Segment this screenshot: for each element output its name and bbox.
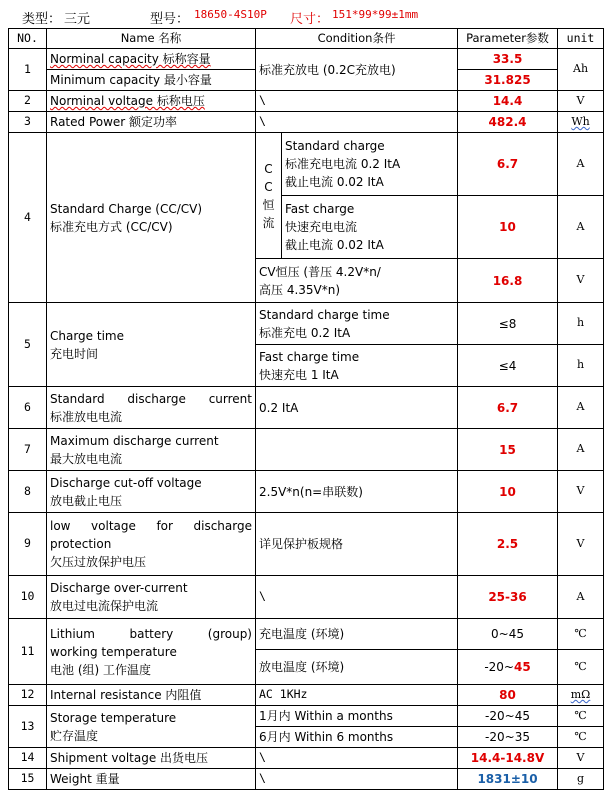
- row-name-text: Norminal voltage 标称电压: [50, 94, 205, 108]
- row-name-en: working temperature: [50, 644, 177, 659]
- row-name-en: Storage temperature: [50, 710, 177, 725]
- row-condition: 0.2 ItA: [256, 387, 458, 429]
- row-number: 15: [9, 769, 47, 790]
- row-name-cn: 贮存温度: [50, 728, 99, 743]
- row-value: 14.4: [458, 91, 558, 112]
- row-value: 482.4: [458, 112, 558, 133]
- table-row: [9, 133, 604, 196]
- row-value: 15: [458, 429, 558, 471]
- col-header-parameter: Parameter参数: [458, 29, 558, 49]
- condition-cn: CV恒压 (普压 4.2V*n/: [259, 264, 381, 279]
- row-name-en: Discharge over-current: [50, 581, 188, 595]
- table-row: [9, 91, 604, 112]
- row-name: [47, 303, 256, 387]
- row-number: 2: [9, 91, 47, 112]
- row-value: 6.7: [458, 133, 558, 196]
- row-name-cn: 欠压过放保护电压: [50, 555, 147, 569]
- row-name-cn: 放电过电流保护电流: [50, 599, 159, 613]
- row-name-en: Maximum discharge current: [50, 433, 219, 448]
- row-unit: V: [558, 91, 604, 112]
- row-number: 8: [9, 471, 47, 513]
- condition-en: Standard charge: [285, 139, 385, 153]
- condition-en: Standard charge time: [259, 307, 390, 322]
- row-unit: [558, 685, 604, 706]
- row-number: 12: [9, 685, 47, 706]
- row-name: Minimum capacity 最小容量: [47, 70, 256, 91]
- condition-cn: 截止电流 0.02 ItA: [285, 238, 384, 252]
- row-condition: \: [256, 112, 458, 133]
- table-row: [9, 49, 604, 70]
- table-row: [9, 387, 604, 429]
- row-name-en: protection: [50, 537, 112, 551]
- row-unit: A: [558, 576, 604, 619]
- row-value: ≤8: [458, 303, 558, 345]
- row-name-en: Discharge cut-off voltage: [50, 475, 202, 490]
- row-condition: \: [256, 91, 458, 112]
- row-name: [47, 429, 256, 471]
- size-value: 151*99*99±1mm: [332, 8, 419, 21]
- row-number: 11: [9, 619, 47, 685]
- row-name: [47, 471, 256, 513]
- table-row: [9, 769, 604, 790]
- table-row: [9, 748, 604, 769]
- row-condition: 充电温度 (环境): [256, 619, 458, 650]
- row-name-cn: 放电截止电压: [50, 493, 123, 508]
- row-unit: V: [558, 259, 604, 303]
- condition-cn: 截止电流 0.02 ItA: [285, 175, 384, 189]
- table-row: [9, 619, 604, 650]
- row-condition: \: [256, 748, 458, 769]
- row-value: 33.5: [458, 49, 558, 70]
- row-name-cn: 标准充电方式 (CC/CV): [50, 219, 173, 234]
- row-name-en: low voltage for discharge: [50, 519, 252, 533]
- model-label: 型号：: [150, 12, 190, 27]
- condition-en: Fast charge time: [259, 349, 360, 364]
- row-unit: A: [558, 196, 604, 259]
- table-row: [9, 112, 604, 133]
- condition-cn: 快速充电 1 ItA: [259, 367, 339, 382]
- row-condition: [256, 345, 458, 387]
- row-value: -20~35: [458, 727, 558, 748]
- row-value: [458, 650, 558, 685]
- type-value: 三元: [64, 12, 91, 27]
- row-name: [47, 133, 256, 303]
- col-header-unit: unit: [558, 29, 604, 49]
- table-row: [9, 513, 604, 576]
- table-row: [9, 471, 604, 513]
- row-value: 6.7: [458, 387, 558, 429]
- row-value: 16.8: [458, 259, 558, 303]
- row-name: [47, 91, 256, 112]
- row-unit: A: [558, 387, 604, 429]
- row-number: 7: [9, 429, 47, 471]
- table-header-row: [9, 29, 604, 49]
- row-number: 10: [9, 576, 47, 619]
- row-name: [47, 49, 256, 70]
- row-name: Shipment voltage 出货电压: [47, 748, 256, 769]
- row-unit: g: [558, 769, 604, 790]
- row-value: 0~45: [458, 619, 558, 650]
- row-name: Internal resistance 内阻值: [47, 685, 256, 706]
- row-name-text: Norminal capacity 标称容量: [50, 52, 211, 66]
- row-number: 5: [9, 303, 47, 387]
- row-name: [47, 576, 256, 619]
- model-value: 18650-4S10P: [194, 8, 267, 21]
- size-label: 尺寸：: [290, 12, 330, 27]
- row-condition: \: [256, 576, 458, 619]
- row-name: Weight 重量: [47, 769, 256, 790]
- row-unit: ℃: [558, 619, 604, 650]
- row-number: 14: [9, 748, 47, 769]
- row-name-cn: 标准放电电流: [50, 409, 123, 424]
- row-unit: Ah: [558, 49, 604, 91]
- row-unit: [558, 112, 604, 133]
- row-number: 4: [9, 133, 47, 303]
- row-unit: V: [558, 471, 604, 513]
- value-negative-part: -20~: [484, 660, 514, 674]
- row-unit: V: [558, 513, 604, 576]
- row-value: 14.4-14.8V: [458, 748, 558, 769]
- document-header: [0, 0, 608, 28]
- table-row: [9, 685, 604, 706]
- row-number: 6: [9, 387, 47, 429]
- row-number: 9: [9, 513, 47, 576]
- row-value: -20~45: [458, 706, 558, 727]
- row-unit: V: [558, 748, 604, 769]
- row-value: 25-36: [458, 576, 558, 619]
- value-positive-part: 45: [513, 660, 531, 674]
- spec-table: [8, 28, 604, 790]
- table-row: [9, 429, 604, 471]
- row-condition: 1月内 Within a months: [256, 706, 458, 727]
- cc-constant-current-label: C C 恒 流: [256, 133, 282, 259]
- row-name: [47, 387, 256, 429]
- row-value: 10: [458, 196, 558, 259]
- col-header-condition: Condition条件: [256, 29, 458, 49]
- condition-en: Fast charge: [285, 202, 355, 216]
- row-condition: \: [256, 769, 458, 790]
- row-name: [47, 706, 256, 748]
- condition-cn: 标准充电电流 0.2 ItA: [285, 157, 401, 171]
- row-condition: 6月内 Within 6 months: [256, 727, 458, 748]
- row-name: [47, 619, 256, 685]
- row-unit: h: [558, 303, 604, 345]
- row-name-cn: 电池 (组) 工作温度: [50, 662, 151, 677]
- row-condition: [256, 429, 458, 471]
- row-value: 80: [458, 685, 558, 706]
- row-name-cn: 充电时间: [50, 346, 99, 361]
- row-unit: ℃: [558, 706, 604, 727]
- row-unit: ℃: [558, 727, 604, 748]
- row-value: 31.825: [458, 70, 558, 91]
- row-value: 2.5: [458, 513, 558, 576]
- row-unit-text: mΩ: [570, 687, 591, 701]
- row-name-cn: 最大放电电流: [50, 451, 123, 466]
- row-unit: A: [558, 133, 604, 196]
- row-condition: 2.5V*n(n=串联数): [256, 471, 458, 513]
- type-label: 类型：: [22, 12, 62, 27]
- row-condition: 放电温度 (环境): [256, 650, 458, 685]
- row-condition: [256, 259, 458, 303]
- row-condition: [256, 303, 458, 345]
- row-unit: h: [558, 345, 604, 387]
- condition-cn: 标准充电 0.2 ItA: [259, 325, 351, 340]
- row-name-en: Charge time: [50, 328, 124, 343]
- row-name-en: Standard Charge (CC/CV): [50, 201, 203, 216]
- row-condition: [282, 133, 458, 196]
- table-row: [9, 576, 604, 619]
- row-unit: A: [558, 429, 604, 471]
- row-name: Rated Power 额定功率: [47, 112, 256, 133]
- row-value: 1831±10: [458, 769, 558, 790]
- table-row: [9, 303, 604, 345]
- row-condition: 标准充放电 (0.2C充放电): [256, 49, 458, 91]
- row-number: 13: [9, 706, 47, 748]
- row-name-en: Standard discharge current: [50, 391, 252, 406]
- row-value: ≤4: [458, 345, 558, 387]
- row-condition: AC 1KHz: [256, 685, 458, 706]
- col-header-name: Name 名称: [47, 29, 256, 49]
- row-unit-text: Wh: [571, 114, 590, 128]
- row-condition: [282, 196, 458, 259]
- condition-cn: 高压 4.35V*n): [259, 282, 341, 297]
- row-name-en: Lithium battery (group): [50, 626, 252, 641]
- col-header-no: NO.: [9, 29, 47, 49]
- row-unit: ℃: [558, 650, 604, 685]
- row-number: 3: [9, 112, 47, 133]
- row-number: 1: [9, 49, 47, 91]
- row-condition: 详见保护板规格: [256, 513, 458, 576]
- row-name: [47, 513, 256, 576]
- table-row: [9, 706, 604, 727]
- row-value: 10: [458, 471, 558, 513]
- condition-cn: 快速充电电流: [285, 220, 358, 234]
